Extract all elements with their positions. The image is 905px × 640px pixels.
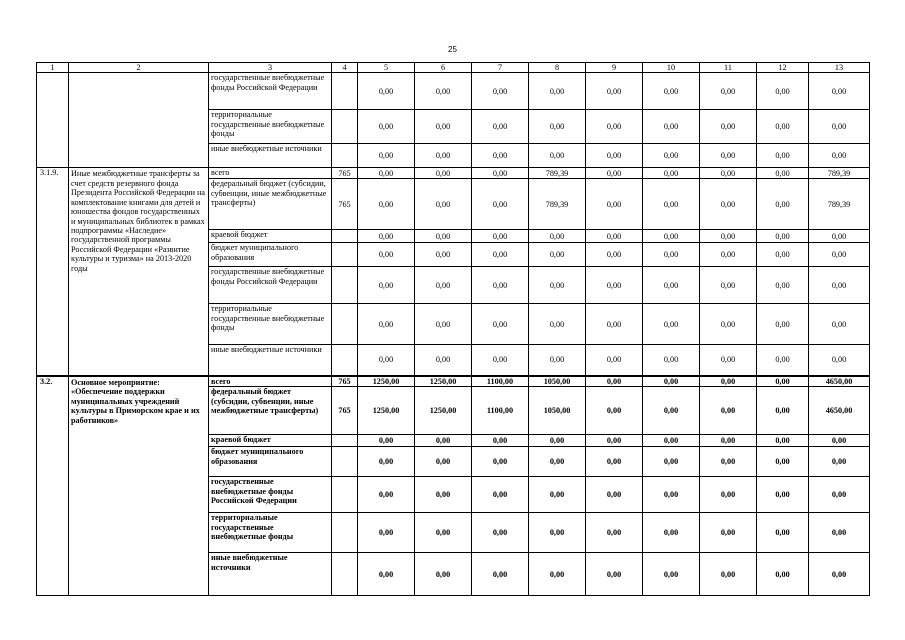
value-cell: 0,00 bbox=[700, 345, 757, 376]
value-cell: 0,00 bbox=[529, 243, 586, 267]
budget-code bbox=[332, 230, 358, 243]
value-cell: 0,00 bbox=[358, 179, 415, 230]
value-cell: 0,00 bbox=[358, 553, 415, 596]
funding-source: территориальные государственные внебюджетные фонды bbox=[209, 513, 332, 553]
value-cell: 0,00 bbox=[529, 110, 586, 144]
value-cell: 0,00 bbox=[586, 179, 643, 230]
value-cell: 0,00 bbox=[757, 144, 809, 168]
value-cell: 789,39 bbox=[529, 179, 586, 230]
budget-code bbox=[332, 144, 358, 168]
value-cell: 0,00 bbox=[358, 435, 415, 447]
header-row bbox=[37, 63, 870, 73]
column-header: 8 bbox=[529, 63, 586, 73]
value-cell: 0,00 bbox=[809, 553, 870, 596]
row-index: 3.2. bbox=[37, 376, 69, 596]
value-cell: 0,00 bbox=[643, 376, 700, 387]
value-cell: 0,00 bbox=[809, 345, 870, 376]
value-cell: 0,00 bbox=[809, 435, 870, 447]
column-header: 6 bbox=[415, 63, 472, 73]
funding-source: территориальные государственные внебюджетные фонды bbox=[209, 110, 332, 144]
budget-code bbox=[332, 304, 358, 345]
value-cell: 0,00 bbox=[358, 73, 415, 110]
value-cell: 0,00 bbox=[757, 345, 809, 376]
value-cell: 0,00 bbox=[700, 110, 757, 144]
value-cell: 0,00 bbox=[358, 513, 415, 553]
value-cell: 0,00 bbox=[643, 73, 700, 110]
value-cell: 0,00 bbox=[809, 110, 870, 144]
value-cell: 0,00 bbox=[757, 513, 809, 553]
column-header: 10 bbox=[643, 63, 700, 73]
value-cell: 0,00 bbox=[472, 179, 529, 230]
budget-code bbox=[332, 447, 358, 477]
value-cell: 4650,00 bbox=[809, 387, 870, 435]
value-cell: 0,00 bbox=[586, 267, 643, 304]
column-header: 5 bbox=[358, 63, 415, 73]
value-cell: 0,00 bbox=[358, 345, 415, 376]
column-header: 12 bbox=[757, 63, 809, 73]
value-cell: 0,00 bbox=[700, 168, 757, 179]
column-header: 13 bbox=[809, 63, 870, 73]
value-cell: 0,00 bbox=[757, 243, 809, 267]
value-cell: 0,00 bbox=[415, 447, 472, 477]
value-cell: 0,00 bbox=[586, 435, 643, 447]
value-cell: 0,00 bbox=[472, 230, 529, 243]
value-cell: 0,00 bbox=[757, 387, 809, 435]
budget-code: 765 bbox=[332, 168, 358, 179]
value-cell: 1250,00 bbox=[415, 387, 472, 435]
value-cell: 0,00 bbox=[586, 230, 643, 243]
value-cell: 0,00 bbox=[809, 513, 870, 553]
value-cell: 0,00 bbox=[586, 345, 643, 376]
value-cell: 0,00 bbox=[700, 376, 757, 387]
value-cell: 0,00 bbox=[643, 144, 700, 168]
value-cell: 0,00 bbox=[586, 73, 643, 110]
table-body bbox=[37, 63, 870, 596]
value-cell: 0,00 bbox=[700, 553, 757, 596]
value-cell: 0,00 bbox=[529, 267, 586, 304]
budget-code bbox=[332, 435, 358, 447]
value-cell: 0,00 bbox=[757, 447, 809, 477]
value-cell: 0,00 bbox=[529, 553, 586, 596]
funding-source: федеральный бюджет (субсидии, субвенции, иные межбюджетные трансферты) bbox=[209, 179, 332, 230]
value-cell: 0,00 bbox=[643, 447, 700, 477]
value-cell: 0,00 bbox=[586, 553, 643, 596]
value-cell: 0,00 bbox=[529, 73, 586, 110]
value-cell: 0,00 bbox=[415, 345, 472, 376]
value-cell: 0,00 bbox=[529, 477, 586, 513]
budget-code: 765 bbox=[332, 376, 358, 387]
value-cell: 0,00 bbox=[643, 477, 700, 513]
value-cell: 0,00 bbox=[358, 230, 415, 243]
funding-source: всего bbox=[209, 168, 332, 179]
value-cell: 0,00 bbox=[415, 168, 472, 179]
budget-code: 765 bbox=[332, 179, 358, 230]
value-cell: 789,39 bbox=[809, 168, 870, 179]
value-cell: 0,00 bbox=[415, 267, 472, 304]
budget-code bbox=[332, 110, 358, 144]
value-cell: 0,00 bbox=[809, 447, 870, 477]
budget-table bbox=[36, 62, 870, 596]
value-cell: 0,00 bbox=[586, 447, 643, 477]
column-header: 9 bbox=[586, 63, 643, 73]
row-index bbox=[37, 73, 69, 168]
budget-code bbox=[332, 345, 358, 376]
value-cell: 0,00 bbox=[472, 267, 529, 304]
value-cell: 0,00 bbox=[757, 267, 809, 304]
value-cell: 0,00 bbox=[757, 168, 809, 179]
value-cell: 0,00 bbox=[809, 73, 870, 110]
row-index: 3.1.9. bbox=[37, 168, 69, 376]
value-cell: 0,00 bbox=[358, 447, 415, 477]
column-header: 11 bbox=[700, 63, 757, 73]
value-cell: 4650,00 bbox=[809, 376, 870, 387]
value-cell: 789,39 bbox=[809, 179, 870, 230]
funding-source: иные внебюджетные источники bbox=[209, 345, 332, 376]
value-cell: 0,00 bbox=[643, 513, 700, 553]
funding-source: территориальные государственные внебюджетные фонды bbox=[209, 304, 332, 345]
value-cell: 0,00 bbox=[358, 110, 415, 144]
value-cell: 0,00 bbox=[472, 304, 529, 345]
budget-code: 765 bbox=[332, 387, 358, 435]
value-cell: 0,00 bbox=[529, 144, 586, 168]
value-cell: 0,00 bbox=[415, 477, 472, 513]
value-cell: 1050,00 bbox=[529, 387, 586, 435]
value-cell: 0,00 bbox=[586, 243, 643, 267]
value-cell: 0,00 bbox=[586, 513, 643, 553]
value-cell: 0,00 bbox=[643, 345, 700, 376]
value-cell: 0,00 bbox=[643, 243, 700, 267]
value-cell: 0,00 bbox=[700, 304, 757, 345]
column-header: 1 bbox=[37, 63, 69, 73]
funding-source: государственные внебюджетные фонды Российской Федерации bbox=[209, 477, 332, 513]
value-cell: 0,00 bbox=[415, 110, 472, 144]
value-cell: 789,39 bbox=[529, 168, 586, 179]
budget-code bbox=[332, 553, 358, 596]
value-cell: 0,00 bbox=[586, 168, 643, 179]
value-cell: 0,00 bbox=[472, 513, 529, 553]
value-cell: 0,00 bbox=[472, 243, 529, 267]
event-name bbox=[69, 73, 209, 168]
value-cell: 0,00 bbox=[472, 144, 529, 168]
value-cell: 0,00 bbox=[472, 435, 529, 447]
value-cell: 0,00 bbox=[358, 243, 415, 267]
value-cell: 0,00 bbox=[809, 230, 870, 243]
funding-source: иные внебюджетные источники bbox=[209, 553, 332, 596]
value-cell: 0,00 bbox=[472, 73, 529, 110]
value-cell: 0,00 bbox=[358, 168, 415, 179]
funding-source: федеральный бюджет (субсидии, субвенции, иные межбюджетные трансферты) bbox=[209, 387, 332, 435]
column-header: 4 bbox=[332, 63, 358, 73]
funding-source: краевой бюджет bbox=[209, 435, 332, 447]
value-cell: 0,00 bbox=[472, 447, 529, 477]
value-cell: 0,00 bbox=[757, 435, 809, 447]
value-cell: 0,00 bbox=[809, 243, 870, 267]
value-cell: 0,00 bbox=[700, 230, 757, 243]
value-cell: 1250,00 bbox=[358, 387, 415, 435]
value-cell: 0,00 bbox=[757, 376, 809, 387]
value-cell: 0,00 bbox=[757, 179, 809, 230]
value-cell: 0,00 bbox=[586, 110, 643, 144]
page-number: 25 bbox=[448, 45, 457, 54]
value-cell: 0,00 bbox=[472, 553, 529, 596]
value-cell: 0,00 bbox=[586, 144, 643, 168]
value-cell: 1250,00 bbox=[358, 376, 415, 387]
value-cell: 0,00 bbox=[586, 477, 643, 513]
value-cell: 0,00 bbox=[757, 477, 809, 513]
value-cell: 0,00 bbox=[643, 304, 700, 345]
value-cell: 0,00 bbox=[643, 553, 700, 596]
value-cell: 0,00 bbox=[586, 376, 643, 387]
value-cell: 0,00 bbox=[415, 144, 472, 168]
funding-source: иные внебюджетные источники bbox=[209, 144, 332, 168]
value-cell: 0,00 bbox=[643, 110, 700, 144]
column-header: 2 bbox=[69, 63, 209, 73]
value-cell: 0,00 bbox=[586, 304, 643, 345]
value-cell: 0,00 bbox=[529, 345, 586, 376]
value-cell: 1100,00 bbox=[472, 376, 529, 387]
value-cell: 0,00 bbox=[358, 304, 415, 345]
funding-source: государственные внебюджетные фонды Российской Федерации bbox=[209, 267, 332, 304]
value-cell: 0,00 bbox=[643, 230, 700, 243]
event-name: Основное мероприятие: «Обеспечение поддержки муниципальных учреждений культуры в Приморском крае и их работников» bbox=[69, 376, 209, 596]
value-cell: 0,00 bbox=[643, 168, 700, 179]
value-cell: 0,00 bbox=[757, 553, 809, 596]
funding-source: краевой бюджет bbox=[209, 230, 332, 243]
value-cell: 0,00 bbox=[415, 243, 472, 267]
value-cell: 0,00 bbox=[700, 435, 757, 447]
value-cell: 0,00 bbox=[700, 447, 757, 477]
value-cell: 0,00 bbox=[809, 477, 870, 513]
value-cell: 0,00 bbox=[586, 387, 643, 435]
value-cell: 0,00 bbox=[529, 435, 586, 447]
value-cell: 0,00 bbox=[415, 513, 472, 553]
value-cell: 0,00 bbox=[358, 144, 415, 168]
value-cell: 0,00 bbox=[529, 230, 586, 243]
value-cell: 0,00 bbox=[643, 435, 700, 447]
table-row bbox=[37, 168, 870, 179]
value-cell: 0,00 bbox=[643, 387, 700, 435]
column-header: 7 bbox=[472, 63, 529, 73]
value-cell: 0,00 bbox=[415, 73, 472, 110]
value-cell: 0,00 bbox=[643, 179, 700, 230]
value-cell: 0,00 bbox=[529, 304, 586, 345]
value-cell: 0,00 bbox=[809, 144, 870, 168]
value-cell: 0,00 bbox=[415, 230, 472, 243]
value-cell: 0,00 bbox=[529, 513, 586, 553]
value-cell: 0,00 bbox=[809, 267, 870, 304]
value-cell: 0,00 bbox=[757, 73, 809, 110]
value-cell: 0,00 bbox=[415, 435, 472, 447]
value-cell: 1250,00 bbox=[415, 376, 472, 387]
value-cell: 0,00 bbox=[700, 477, 757, 513]
value-cell: 1100,00 bbox=[472, 387, 529, 435]
value-cell: 0,00 bbox=[415, 179, 472, 230]
budget-code bbox=[332, 73, 358, 110]
value-cell: 0,00 bbox=[809, 304, 870, 345]
funding-source: всего bbox=[209, 376, 332, 387]
value-cell: 0,00 bbox=[358, 477, 415, 513]
value-cell: 0,00 bbox=[700, 513, 757, 553]
value-cell: 0,00 bbox=[415, 553, 472, 596]
value-cell: 0,00 bbox=[700, 267, 757, 304]
budget-code bbox=[332, 477, 358, 513]
value-cell: 0,00 bbox=[700, 243, 757, 267]
budget-code bbox=[332, 513, 358, 553]
event-name: Иные межбюджетные трансферты за счет средств резервного фонда Президента Российской Федерации на комплектование книгами для детей и юношества фондов государственных и муниципальных библиотек в рамках подпрограммы «Наследие» государственной программы Российской Федерации «Развитие культуры и туризма» на 2013-2020 годы bbox=[69, 168, 209, 376]
value-cell: 0,00 bbox=[529, 447, 586, 477]
value-cell: 0,00 bbox=[757, 304, 809, 345]
column-header: 3 bbox=[209, 63, 332, 73]
value-cell: 0,00 bbox=[472, 345, 529, 376]
funding-source: бюджет муниципального образования bbox=[209, 243, 332, 267]
value-cell: 0,00 bbox=[472, 110, 529, 144]
table-row bbox=[37, 73, 870, 110]
value-cell: 0,00 bbox=[700, 73, 757, 110]
table-row bbox=[37, 376, 870, 387]
value-cell: 0,00 bbox=[472, 168, 529, 179]
funding-source: государственные внебюджетные фонды Российской Федерации bbox=[209, 73, 332, 110]
funding-source: бюджет муниципального образования bbox=[209, 447, 332, 477]
value-cell: 0,00 bbox=[757, 110, 809, 144]
budget-code bbox=[332, 267, 358, 304]
value-cell: 0,00 bbox=[757, 230, 809, 243]
value-cell: 0,00 bbox=[700, 179, 757, 230]
value-cell: 0,00 bbox=[700, 387, 757, 435]
budget-code bbox=[332, 243, 358, 267]
value-cell: 0,00 bbox=[472, 477, 529, 513]
value-cell: 1050,00 bbox=[529, 376, 586, 387]
value-cell: 0,00 bbox=[643, 267, 700, 304]
value-cell: 0,00 bbox=[415, 304, 472, 345]
value-cell: 0,00 bbox=[358, 267, 415, 304]
value-cell: 0,00 bbox=[700, 144, 757, 168]
